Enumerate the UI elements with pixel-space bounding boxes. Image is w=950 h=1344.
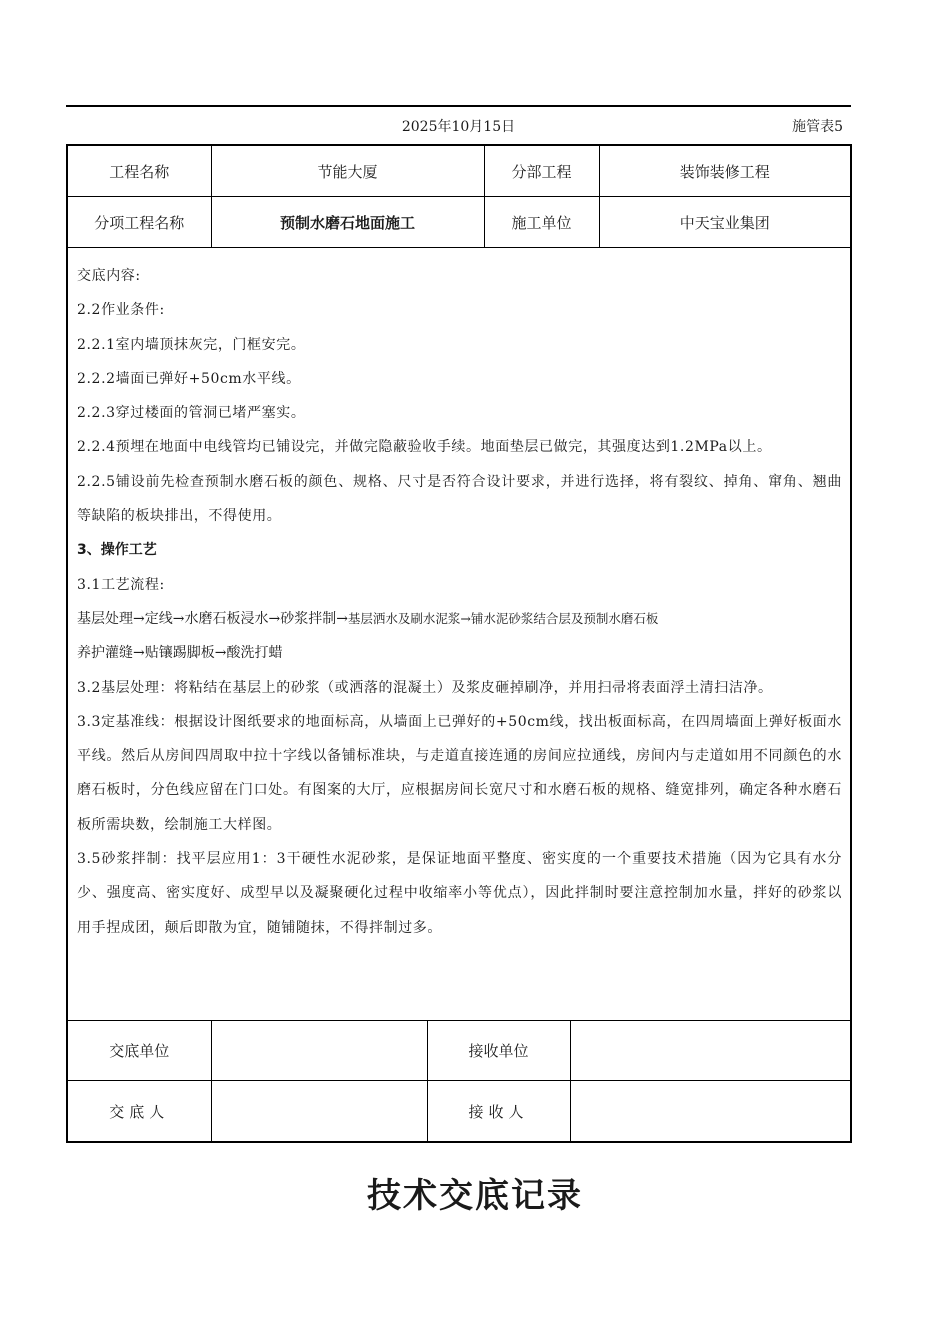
record-date: 2025年10月15日 [401, 119, 516, 135]
section-2-2: 2.2作业条件: [77, 302, 165, 319]
division-label: 分部工程 [484, 146, 599, 197]
process-flow-line-1 [77, 602, 842, 636]
project-name-label: 工程名称 [68, 146, 211, 197]
contractor-label: 施工单位 [484, 197, 599, 248]
record-form [66, 144, 852, 1143]
section-3-5: 3.5砂浆拌制：找平层应用1：3干硬性水泥砂浆，是保证地面平整度、密实度的一个重要技术措施（因为它具有水分少、强度高、密实度好、成型早以及凝聚硬化过程中收缩率小等优点），因此拌制时要注意控制加水量，拌好的砂浆以用手捏成团，颠后即散为宜，随铺随抹，不得拌制过多。 [77, 851, 842, 936]
process-flow-line-2: 养护灌缝→贴镶踢脚板→酸洗打蜡 [77, 645, 283, 662]
receiving-unit-label: 接收单位 [427, 1021, 570, 1081]
table-row [68, 146, 850, 197]
top-rule [66, 105, 851, 107]
subitem-label: 分项工程名称 [68, 197, 211, 248]
project-name-value: 节能大厦 [211, 146, 484, 197]
section-3-1: 3.1工艺流程: [77, 576, 165, 593]
disclosure-content [68, 251, 850, 1019]
section-3-3: 3.3定基准线：根据设计图纸要求的地面标高，从墙面上已弹好的+50cm线，找出板面标高，在四周墙面上弹好板面水平线。然后从房间四周取中拉十字线以备铺标准块，与走道直接连通的房间应拉通线，房间内与走道如用不同颜色的水磨石板时，分色线应留在门口处。有图案的大厅，应根据房间长宽尺寸和水磨石板的规格、缝宽排列，确定各种水磨石板所需块数，绘制施工大样图。 [77, 713, 842, 833]
issuer-label: 交底人 [68, 1081, 211, 1142]
section-3-2: 3.2基层处理：将粘结在基层上的砂浆（或洒落的混凝土）及浆皮砸掉刷净，并用扫帚将表面浮土清扫洁净。 [77, 679, 773, 696]
receiver-value [570, 1081, 850, 1142]
process-flow-part-b: 基层洒水及刷水泥浆→铺水泥砂浆结合层及预制水磨石板 [347, 610, 659, 626]
table-row [68, 197, 850, 248]
process-flow-part-a: 基层处理→定线→水磨石板浸水→砂浆拌制→ [77, 610, 348, 627]
issuing-unit-value [211, 1021, 427, 1081]
receiver-label: 接收人 [427, 1081, 570, 1142]
project-info-table [68, 146, 850, 248]
section-2-2-3: 2.2.3穿过楼面的管洞已堵严塞实。 [77, 405, 306, 422]
subitem-value: 预制水磨石地面施工 [211, 197, 484, 248]
signature-table [68, 1020, 850, 1142]
division-value: 装饰装修工程 [599, 146, 850, 197]
section-3-heading: 3、操作工艺 [77, 542, 157, 559]
date-line [66, 116, 851, 138]
section-2-2-2: 2.2.2墙面已弹好+50cm水平线。 [77, 370, 301, 387]
section-2-2-1: 2.2.1室内墙顶抹灰完，门框安完。 [77, 336, 306, 353]
table-row [68, 1081, 850, 1142]
table-row [68, 1021, 850, 1081]
issuing-unit-label: 交底单位 [68, 1021, 211, 1081]
receiving-unit-value [570, 1021, 850, 1081]
document-title: 技术交底记录 [367, 1176, 583, 1216]
section-2-2-5: 2.2.5铺设前先检查预制水磨石板的颜色、规格、尺寸是否符合设计要求，并进行选择，将有裂纹、掉角、窜角、翘曲等缺陷的板块排出，不得使用。 [77, 473, 842, 525]
form-number: 施管表5 [792, 119, 843, 135]
content-intro: 交底内容: [77, 268, 141, 284]
contractor-value: 中天宝业集团 [599, 197, 850, 248]
section-2-2-4: 2.2.4预埋在地面中电线管均已铺设完，并做完隐蔽验收手续。地面垫层已做完，其强度达到1.2MPa以上。 [77, 439, 772, 456]
issuer-value [211, 1081, 427, 1142]
